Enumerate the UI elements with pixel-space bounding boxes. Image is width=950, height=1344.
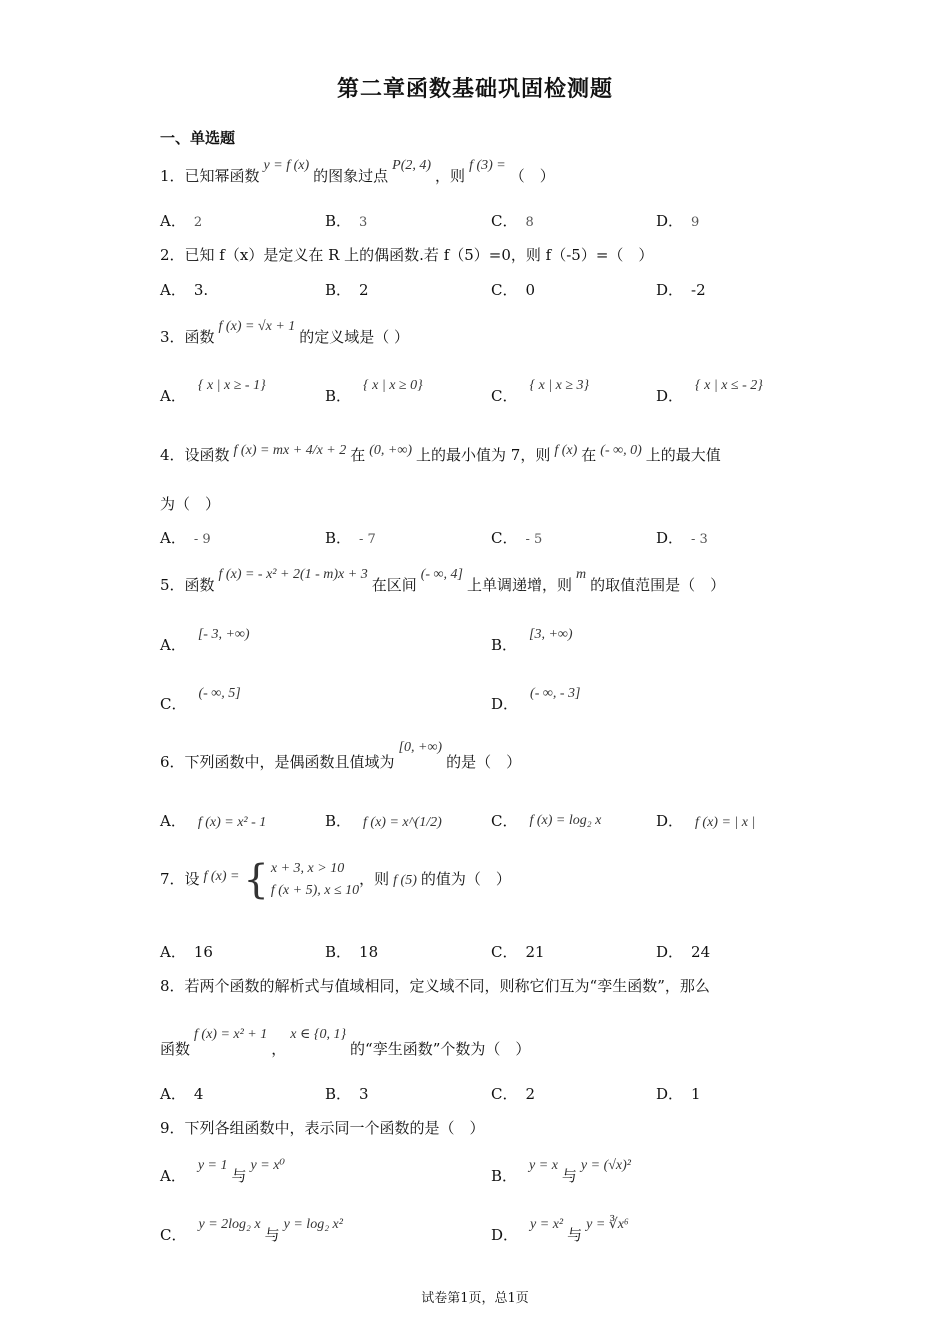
q9-option-c[interactable] — [160, 1217, 347, 1247]
option-label: C． — [491, 943, 518, 961]
option-label: C． — [491, 812, 518, 830]
option-formula-1: y = x — [529, 1158, 558, 1173]
question-7 — [160, 855, 511, 905]
option-value: 4 — [193, 1085, 204, 1103]
q5-text-b: 在区间 — [371, 576, 417, 594]
question-8-cont — [160, 1027, 531, 1061]
q1-option-a[interactable] — [160, 211, 202, 233]
option-value: 3 — [359, 1085, 369, 1103]
option-value: f (x) = x² - 1 — [197, 815, 267, 830]
option-value: - 9 — [193, 532, 211, 547]
q7-text-a: 7．设 — [160, 870, 200, 888]
option-value: 21 — [525, 943, 545, 961]
option-value: 16 — [193, 943, 213, 961]
q7-text-c: 的值为（ ） — [420, 870, 511, 888]
q5-text-c: 上单调递增，则 — [466, 576, 572, 594]
q6-option-d[interactable] — [656, 811, 759, 833]
q4-math-4: (- ∞, 0) — [600, 443, 642, 458]
option-label: A． — [160, 812, 186, 830]
q4-option-a[interactable] — [160, 528, 211, 550]
q7-option-c[interactable] — [491, 942, 545, 962]
q4-text-c: 上的最小值为 7，则 — [416, 446, 551, 464]
q1-text-c: ，则 — [435, 167, 466, 185]
option-label: B． — [325, 1085, 352, 1103]
q8-option-c[interactable] — [491, 1084, 535, 1104]
q1-text-d: （ ） — [509, 167, 555, 185]
option-label: C． — [491, 387, 518, 405]
option-value: 18 — [359, 943, 379, 961]
q6-text-a: 6．下列函数中，是偶函数且值域为 — [160, 753, 395, 771]
option-formula-2: y = (√x)² — [580, 1158, 632, 1173]
option-label: B． — [491, 1167, 518, 1185]
question-6 — [160, 740, 522, 774]
q4-math-1: f (x) = mx + 4/x + 2 — [233, 443, 347, 458]
option-value: 0 — [525, 281, 536, 299]
option-value: 2 — [525, 1085, 536, 1103]
q8-option-d[interactable] — [656, 1084, 701, 1104]
q7-text-b: ，则 — [359, 870, 390, 888]
q8-text-b: ， — [271, 1040, 287, 1058]
option-value: 9 — [691, 215, 700, 230]
q8-math-2: x ∈ {0, 1} — [290, 1027, 347, 1042]
option-formula-1: y = 2log₂ x — [198, 1217, 261, 1232]
q3-option-b[interactable] — [325, 378, 427, 408]
option-label: B． — [491, 636, 518, 654]
question-1 — [160, 158, 555, 188]
q6-option-c[interactable] — [491, 811, 605, 833]
option-label: B． — [325, 812, 352, 830]
page-title: 第二章函数基础巩固检测题 — [336, 76, 613, 102]
option-label: A． — [160, 1167, 186, 1185]
option-value: 2 — [193, 215, 203, 230]
option-connector: 与 — [264, 1226, 280, 1244]
q8-text-a: 函数 — [160, 1040, 191, 1058]
option-value: -2 — [691, 281, 706, 299]
q4-option-d[interactable] — [656, 528, 708, 550]
option-formula-1: y = x² — [530, 1217, 564, 1232]
q4-option-b[interactable] — [325, 528, 376, 550]
question-8: 8．若两个函数的解析式与值域相同，定义域不同，则称它们互为“孪生函数”，那么 — [160, 977, 710, 995]
page-footer: 试卷第1页，总1页 — [421, 1291, 529, 1306]
q7-option-b[interactable] — [325, 942, 378, 962]
q3-option-a[interactable] — [160, 378, 270, 408]
q1-math-1: y = f (x) — [263, 158, 310, 173]
q6-option-b[interactable] — [325, 811, 446, 833]
option-formula-2: y = log₂ x² — [283, 1217, 343, 1232]
q3-option-c[interactable] — [491, 378, 593, 408]
option-label: D． — [656, 1085, 684, 1103]
option-connector: 与 — [561, 1167, 577, 1185]
q5-option-b[interactable] — [491, 627, 577, 657]
q4-text-a: 4．设函数 — [160, 446, 230, 464]
option-label: C． — [160, 695, 187, 713]
option-value: (- ∞, 5] — [198, 686, 241, 701]
option-label: C． — [160, 1226, 187, 1244]
section-heading: 一、单选题 — [160, 129, 236, 147]
option-value: { x | x ≥ 3} — [529, 378, 590, 393]
option-value: - 3 — [691, 532, 708, 547]
option-formula-2: y = x⁰ — [250, 1158, 286, 1173]
option-formula-1: y = 1 — [197, 1158, 228, 1173]
q7-option-a[interactable] — [160, 942, 213, 962]
q7-piece-1: x + 3, x > 10 — [270, 861, 345, 876]
option-label: B． — [325, 943, 352, 961]
option-formula-2: y = ∛x⁶ — [586, 1217, 629, 1232]
q6-text-b: 的是（ ） — [446, 753, 522, 771]
q5-math-3: m — [576, 567, 587, 582]
q9-option-a[interactable] — [160, 1158, 289, 1188]
option-label: D． — [491, 695, 519, 713]
q2-option-b[interactable] — [325, 280, 369, 300]
question-2: 2．已知 f（x）是定义在 R 上的偶函数.若 f（5）=0，则 f（-5）=（ ） — [160, 246, 654, 264]
q8-option-a[interactable] — [160, 1084, 203, 1104]
q7-piece-2: f (x + 5), x ≤ 10 — [270, 883, 360, 898]
option-label: D． — [656, 387, 684, 405]
option-value: f (x) = log₂ x — [529, 813, 602, 828]
option-value: (- ∞, - 3] — [530, 686, 581, 701]
option-label: A． — [160, 636, 186, 654]
q5-math-1: f (x) = - x² + 2(1 - m)x + 3 — [218, 567, 368, 582]
option-value: - 7 — [359, 532, 376, 547]
option-value: [- 3, +∞) — [197, 627, 250, 642]
option-label: A． — [160, 281, 186, 299]
q4-math-2: (0, +∞) — [369, 443, 413, 458]
option-label: C． — [491, 529, 518, 547]
question-3 — [160, 319, 410, 349]
option-connector: 与 — [231, 1167, 247, 1185]
question-4 — [160, 445, 721, 467]
q7-piecewise — [271, 858, 359, 902]
q1-option-c[interactable] — [491, 211, 534, 233]
option-value: - 5 — [525, 532, 543, 547]
q2-option-c[interactable] — [491, 280, 535, 300]
option-label: A． — [160, 529, 186, 547]
option-connector: 与 — [567, 1226, 583, 1244]
option-value: f (x) = | x | — [695, 815, 756, 830]
q1-text-b: 的图象过点 — [313, 167, 389, 185]
option-label: D． — [656, 943, 684, 961]
q6-option-a[interactable] — [160, 811, 270, 833]
q7-math-1: f (x) = — [203, 869, 240, 884]
q7-math-2: f (5) — [393, 873, 417, 888]
q8-text-c: 的“孪生函数”个数为（ ） — [350, 1040, 531, 1058]
option-label: D． — [656, 281, 684, 299]
question-5 — [160, 567, 726, 597]
q1-math-2: P(2, 4) — [392, 158, 432, 173]
q1-option-d[interactable] — [656, 211, 699, 233]
question-9: 9．下列各组函数中，表示同一个函数的是（ ） — [160, 1119, 485, 1137]
q8-math-1: f (x) = x² + 1 — [194, 1027, 268, 1042]
option-label: A． — [160, 1085, 186, 1103]
option-label: D． — [656, 212, 684, 230]
option-value: { x | x ≥ - 1} — [197, 378, 266, 393]
option-label: B． — [325, 529, 352, 547]
q3-text-b: 的定义域是（ ） — [299, 328, 410, 346]
option-label: D． — [656, 529, 684, 547]
option-value: { x | x ≥ 0} — [363, 378, 423, 393]
option-label: B． — [325, 281, 352, 299]
option-label: A． — [160, 943, 186, 961]
option-label: A． — [160, 212, 186, 230]
option-value: 8 — [525, 215, 534, 230]
q5-option-d[interactable] — [491, 686, 584, 716]
q5-option-c[interactable] — [160, 686, 245, 716]
q2-option-d[interactable] — [656, 280, 706, 300]
q2-option-a[interactable] — [160, 280, 208, 300]
option-label: B． — [325, 387, 352, 405]
q9-option-d[interactable] — [491, 1217, 633, 1247]
option-value: { x | x ≤ - 2} — [695, 378, 763, 393]
q5-option-a[interactable] — [160, 627, 254, 657]
q6-math-1: [0, +∞) — [398, 740, 443, 755]
q8-option-b[interactable] — [325, 1084, 369, 1104]
q3-option-d[interactable] — [656, 378, 767, 408]
q1-text-a: 1．已知幂函数 — [160, 167, 260, 185]
option-value: 1 — [691, 1085, 701, 1103]
q3-text-a: 3．函数 — [160, 328, 215, 346]
option-label: C． — [491, 281, 518, 299]
q5-text-a: 5．函数 — [160, 576, 215, 594]
q5-math-2: (- ∞, 4] — [420, 567, 463, 582]
q7-option-d[interactable] — [656, 942, 710, 962]
option-label: D． — [656, 812, 684, 830]
option-label: C． — [491, 1085, 518, 1103]
question-4-cont: 为（ ） — [160, 495, 221, 513]
option-value: 3. — [193, 281, 209, 299]
option-value: 3 — [359, 215, 368, 230]
q1-option-b[interactable] — [325, 211, 367, 233]
q4-text-d: 在 — [581, 446, 597, 464]
q3-math-1: f (x) = √x + 1 — [218, 319, 296, 334]
piecewise-brace: { — [243, 857, 269, 903]
option-label: B． — [325, 212, 352, 230]
option-label: D． — [491, 1226, 519, 1244]
option-value: [3, +∞) — [529, 627, 573, 642]
option-value: f (x) = x^(1/2) — [363, 815, 442, 830]
q5-text-d: 的取值范围是（ ） — [590, 576, 726, 594]
option-value: 24 — [691, 943, 711, 961]
option-value: 2 — [359, 281, 369, 299]
option-label: C． — [491, 212, 518, 230]
q9-option-b[interactable] — [491, 1158, 635, 1188]
q1-math-3: f (3) = — [469, 158, 506, 173]
q4-text-b: 在 — [350, 446, 366, 464]
q4-text-e: 上的最大值 — [645, 446, 721, 464]
option-label: A． — [160, 387, 186, 405]
q4-math-3: f (x) — [554, 443, 578, 458]
q4-option-c[interactable] — [491, 528, 542, 550]
